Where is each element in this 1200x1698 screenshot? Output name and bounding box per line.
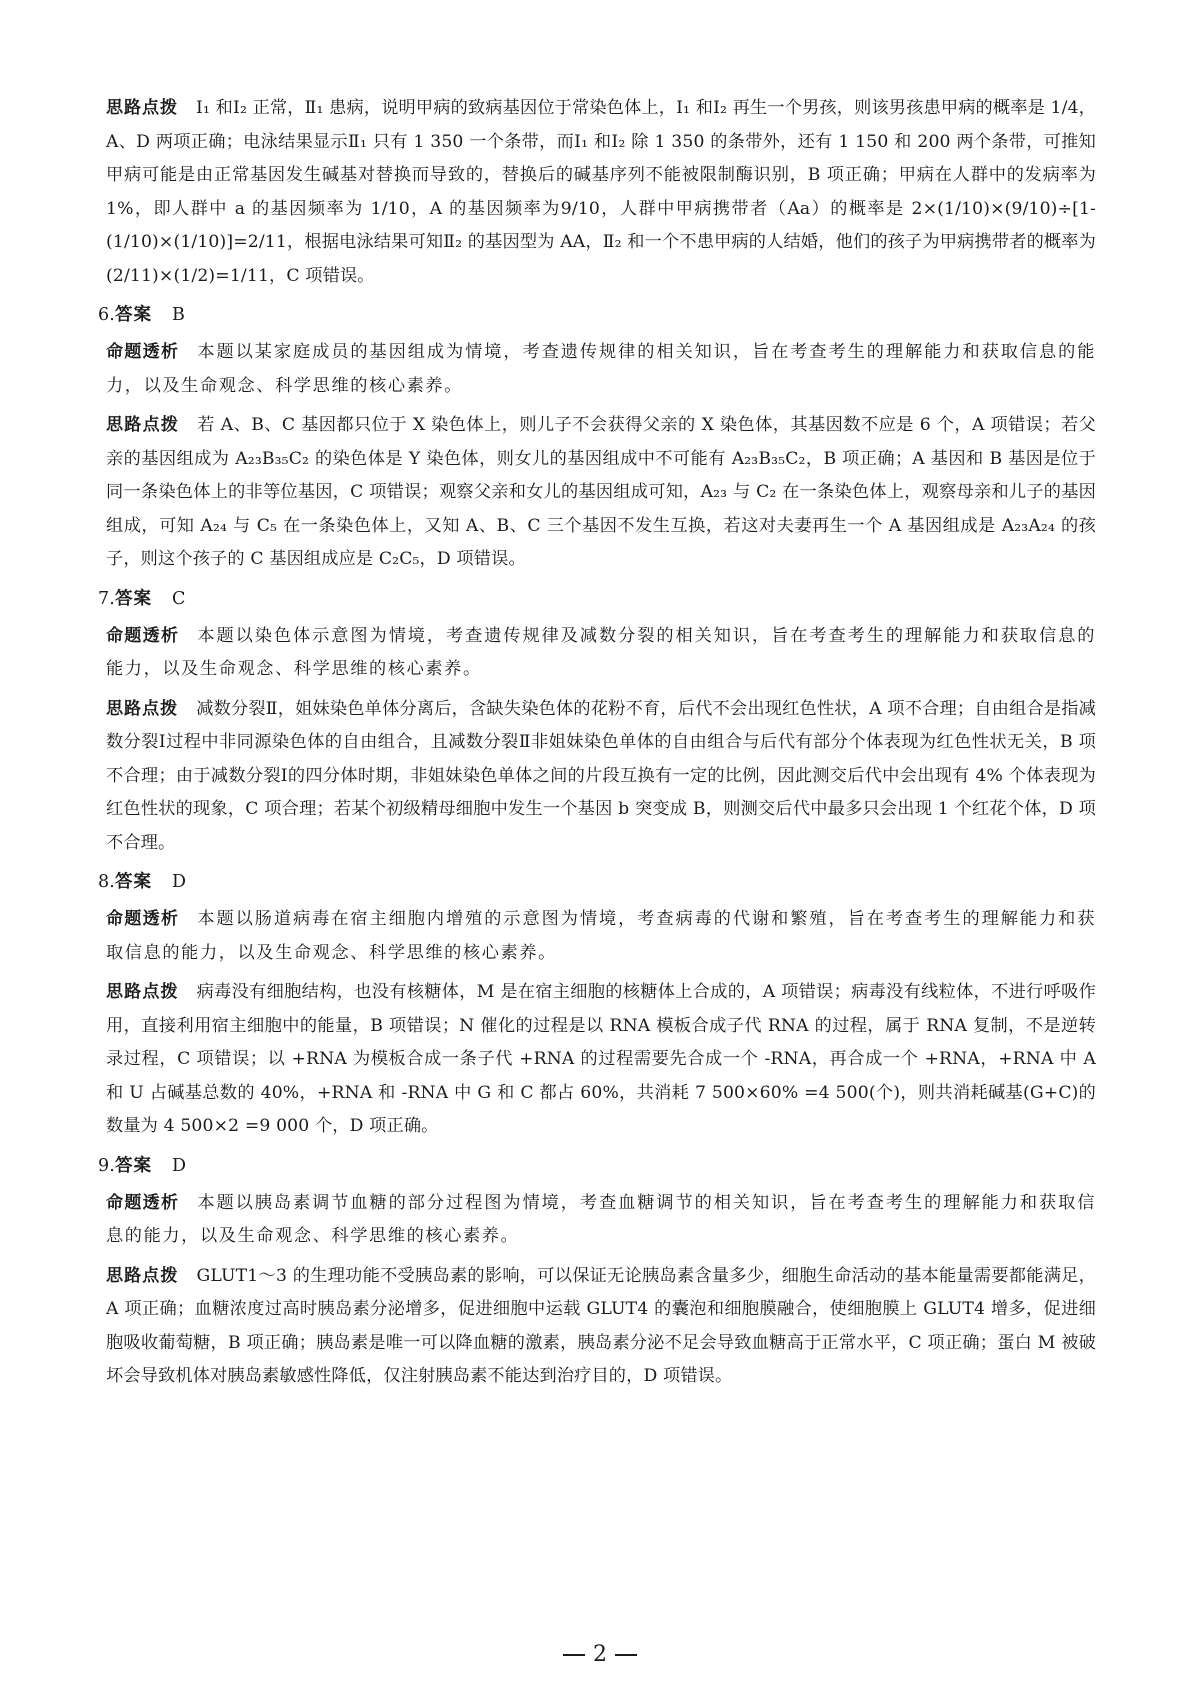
- footer-dash-right: [615, 1654, 637, 1656]
- q8-answer-line: [98, 866, 1096, 899]
- q9-answer-line: [98, 1150, 1096, 1183]
- analysis-label: 命题透析: [106, 1192, 180, 1213]
- q6-answer: B: [172, 305, 186, 325]
- q7-answer-line: [98, 583, 1096, 616]
- q6-hint-paragraph: [98, 409, 1096, 577]
- q7-answer: C: [172, 588, 186, 609]
- q7-number: 7.: [98, 588, 115, 609]
- q6-analysis-paragraph: [98, 336, 1096, 403]
- q8-analysis-paragraph: [98, 903, 1096, 970]
- answer-label: 答案: [115, 1155, 152, 1176]
- q9-analysis-text: 本题以胰岛素调节血糖的部分过程图为情境，考查血糖调节的相关知识，旨在考查考生的理解能力和获取信息的能力，以及生命观念、科学思维的核心素养。: [106, 1192, 1096, 1246]
- q9-analysis-paragraph: [98, 1187, 1096, 1254]
- q5-hint-paragraph: [98, 92, 1096, 293]
- q7-analysis-paragraph: [98, 620, 1096, 687]
- hint-label: 思路点拨: [106, 698, 179, 719]
- page-footer: [0, 1640, 1200, 1670]
- q8-hint-paragraph: [98, 976, 1096, 1144]
- q6-hint-text: 若 A、B、C 基因都只位于 X 染色体上，则儿子不会获得父亲的 X 染色体，其基因数不应是 6 个，A 项错误；若父亲的基因组成为 A₂₃B₃₅C₂ 的染色体是 Y 染色体，则女儿的基因组成中不可能有 A₂₃B₃₅C₂，B 项正确；A 基因和 B 基因是位于同一条染色体上的非等位基因，C 项错误；观察父亲和女儿的基因组成可知，A₂₃ 与 C₂ 在一条染色体上，观察母亲和儿子的基因组成，可知 A₂₄ 与 C₅ 在一条染色体上，又知 A、B、C 三个基因不发生互换，若这对夫妻再生一个 A 基因组成是 A₂₃A₂₄ 的孩子，则这个孩子的 C 基因组成应是 C₂C₅，D 项错误。: [106, 415, 1096, 569]
- q7-hint-text: 减数分裂Ⅱ，姐妹染色单体分离后，含缺失染色体的花粉不育，后代不会出现红色性状，A 项不合理；自由组合是指减数分裂Ⅰ过程中非同源染色体的自由组合，且减数分裂Ⅱ非姐妹染色单体的自由组合与后代有部分个体表现为红色性状无关，B 项不合理；由于减数分裂Ⅰ的四分体时期，非姐妹染色单体之间的片段互换有一定的比例，因此测交后代中会出现有 4% 个体表现为红色性状的现象，C 项合理；若某个初级精母细胞中发生一个基因 b 突变成 B，则测交后代中最多只会出现 1 个红花个体，D 项不合理。: [106, 698, 1097, 853]
- q8-analysis-text: 本题以肠道病毒在宿主细胞内增殖的示意图为情境，考查病毒的代谢和繁殖，旨在考查考生的理解能力和获取信息的能力，以及生命观念、科学思维的核心素养。: [106, 909, 1096, 963]
- q7-hint-paragraph: [98, 693, 1096, 861]
- q9-number: 9.: [98, 1155, 115, 1176]
- footer-dash-left: [563, 1654, 585, 1656]
- q8-number: 8.: [98, 872, 115, 892]
- q6-analysis-text: 本题以某家庭成员的基因组成为情境，考查遗传规律的相关知识，旨在考查考生的理解能力和获取信息的能力，以及生命观念、科学思维的核心素养。: [106, 342, 1096, 396]
- analysis-label: 命题透析: [106, 909, 180, 929]
- hint-label: 思路点拨: [106, 415, 180, 435]
- q8-hint-text: 病毒没有细胞结构，也没有核糖体，M 是在宿主细胞的核糖体上合成的，A 项错误；病毒没有线粒体，不进行呼吸作用，直接利用宿主细胞中的能量，B 项错误；N 催化的过程是以 RNA 模板合成子代 RNA 的过程，属于 RNA 复制，不是逆转录过程，C 项错误；以 +RNA 为模板合成一条子代 +RNA 的过程需要先合成一个 -RNA，再合成一个 +RNA，+RNA 中 A 和 U 占碱基总数的 40%，+RNA 和 -RNA 中 G 和 C 都占 60%，共消耗 7 500×60% =4 500(个)，则共消耗碱基(G+C)的数量为 4 500×2 =9 000 个，D 项正确。: [106, 982, 1096, 1136]
- q6-answer-line: [98, 299, 1096, 332]
- q9-hint-paragraph: [98, 1260, 1096, 1394]
- q9-answer: D: [172, 1155, 187, 1176]
- hint-label: 思路点拨: [106, 98, 179, 118]
- hint-label: 思路点拨: [106, 1265, 179, 1286]
- q7-analysis-text: 本题以染色体示意图为情境，考查遗传规律及减数分裂的相关知识，旨在考查考生的理解能力和获取信息的能力，以及生命观念、科学思维的核心素养。: [106, 625, 1096, 679]
- hint-label: 思路点拨: [106, 982, 179, 1002]
- answer-label: 答案: [115, 872, 152, 892]
- answer-content: [98, 92, 1096, 1394]
- q9-hint-text: GLUT1～3 的生理功能不受胰岛素的影响，可以保证无论胰岛素含量多少，细胞生命活动的基本能量需要都能满足，A 项正确；血糖浓度过高时胰岛素分泌增多，促进细胞中运载 GLUT4 的囊泡和细胞膜融合，使细胞膜上 GLUT4 增多，促进细胞吸收葡萄糖，B 项正确；胰岛素是唯一可以降血糖的激素，胰岛素分泌不足会导致血糖高于正常水平，C 项正确；蛋白 M 被破坏会导致机体对胰岛素敏感性降低，仅注射胰岛素不能达到治疗目的，D 项错误。: [106, 1265, 1097, 1386]
- answer-label: 答案: [115, 305, 152, 325]
- analysis-label: 命题透析: [106, 625, 180, 646]
- q5-hint-text: Ⅰ₁ 和Ⅰ₂ 正常，Ⅱ₁ 患病，说明甲病的致病基因位于常染色体上，Ⅰ₁ 和Ⅰ₂ 再生一个男孩，则该男孩患甲病的概率是 1/4，A、D 两项正确；电泳结果显示Ⅱ₁ 只有 1 350 一个条带，而Ⅰ₁ 和Ⅰ₂ 除 1 350 的条带外，还有 1 150 和 200 两个条带，可推知甲病可能是由正常基因发生碱基对替换而导致的，替换后的碱基序列不能被限制酶识别，B 项正确；甲病在人群中的发病率为 1%，即人群中 a 的基因频率为 1/10，A 的基因频率为9/10，人群中甲病携带者（Aa）的概率是 2×(1/10)×(9/10)÷[1-(1/10)×(1/10)]=2/11，根据电泳结果可知Ⅱ₂ 的基因型为 AA，Ⅱ₂ 和一个不患甲病的人结婚，他们的孩子为甲病携带者的概率为(2/11)×(1/2)=1/11，C 项错误。: [106, 98, 1097, 286]
- answer-label: 答案: [115, 588, 152, 609]
- q6-number: 6.: [98, 305, 115, 325]
- page-number: 2: [593, 1642, 607, 1667]
- analysis-label: 命题透析: [106, 342, 180, 362]
- q8-answer: D: [172, 872, 187, 892]
